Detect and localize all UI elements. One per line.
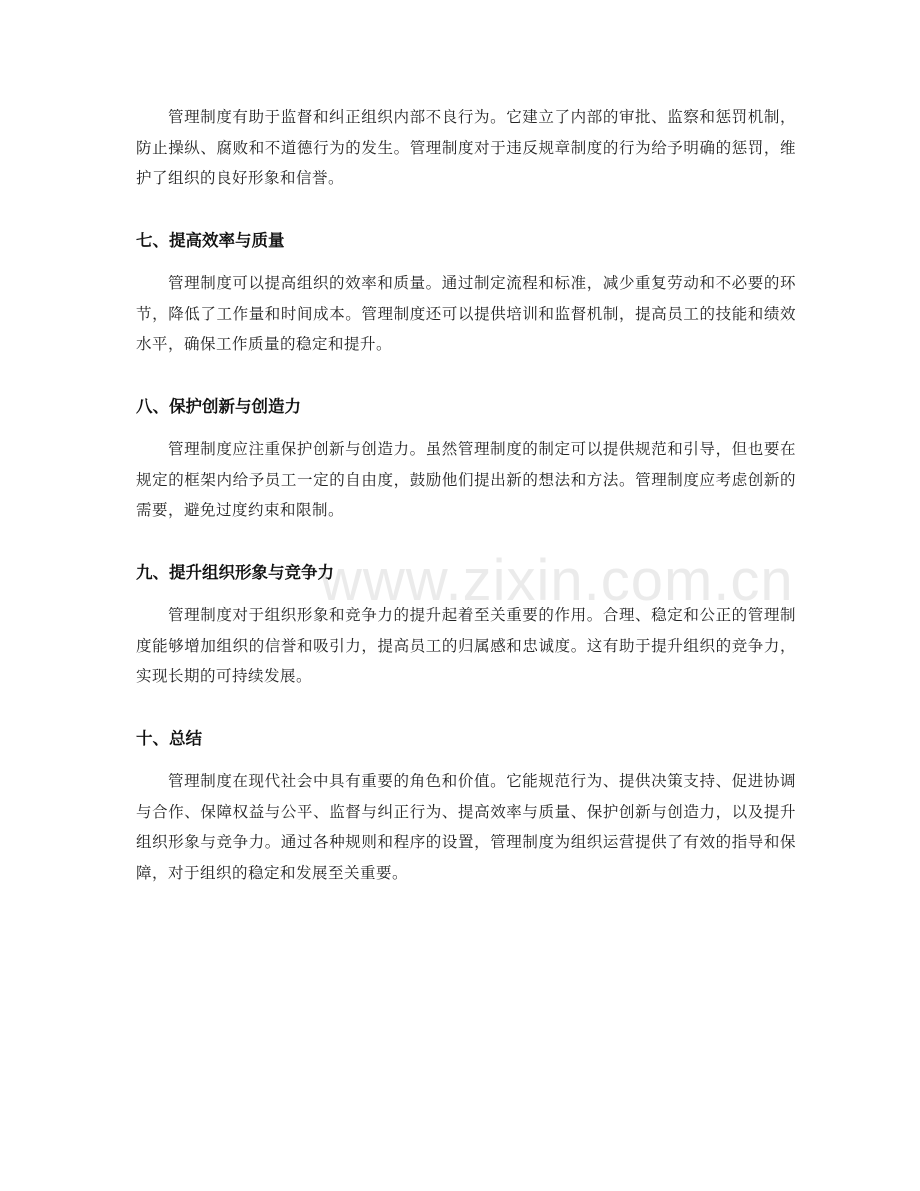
section-heading-8: 八、保护创新与创造力 xyxy=(136,397,301,416)
paragraph-8: 管理制度应注重保护创新与创造力。虽然管理制度的制定可以提供规范和引导，但也要在规定的框架内给予员工一定的自由度，鼓励他们提出新的想法和方法。管理制度应考虑创新的需要，避免过度约束和限制。 xyxy=(136,440,796,519)
section-heading-9: 九、提升组织形象与竞争力 xyxy=(136,563,334,582)
paragraph-7: 管理制度可以提高组织的效率和质量。通过制定流程和标准，减少重复劳动和不必要的环节，降低了工作量和时间成本。管理制度还可以提供培训和监督机制，提高员工的技能和绩效水平，确保工作质量的稳定和提升。 xyxy=(136,274,796,353)
watermark: www.zixin.com.cn xyxy=(320,548,794,613)
paragraph-10: 管理制度在现代社会中具有重要的角色和价值。它能规范行为、提供决策支持、促进协调与合作、保障权益与公平、监督与纠正行为、提高效率与质量、保护创新与创造力，以及提升组织形象与竞争力。通过各种规则和程序的设置，管理制度为组织运营提供了有效的指导和保障，对于组织的稳定和发展至关重要。 xyxy=(136,772,796,882)
paragraph-intro: 管理制度有助于监督和纠正组织内部不良行为。它建立了内部的审批、监察和惩罚机制，防止操纵、腐败和不道德行为的发生。管理制度对于违反规章制度的行为给予明确的惩罚，维护了组织的良好形象和信誉。 xyxy=(136,108,796,187)
paragraph-9: 管理制度对于组织形象和竞争力的提升起着至关重要的作用。合理、稳定和公正的管理制度能够增加组织的信誉和吸引力，提高员工的归属感和忠诚度。这有助于提升组织的竞争力，实现长期的可持续发展。 xyxy=(136,606,796,685)
section-heading-10: 十、总结 xyxy=(136,729,202,748)
section-heading-7: 七、提高效率与质量 xyxy=(136,231,285,250)
